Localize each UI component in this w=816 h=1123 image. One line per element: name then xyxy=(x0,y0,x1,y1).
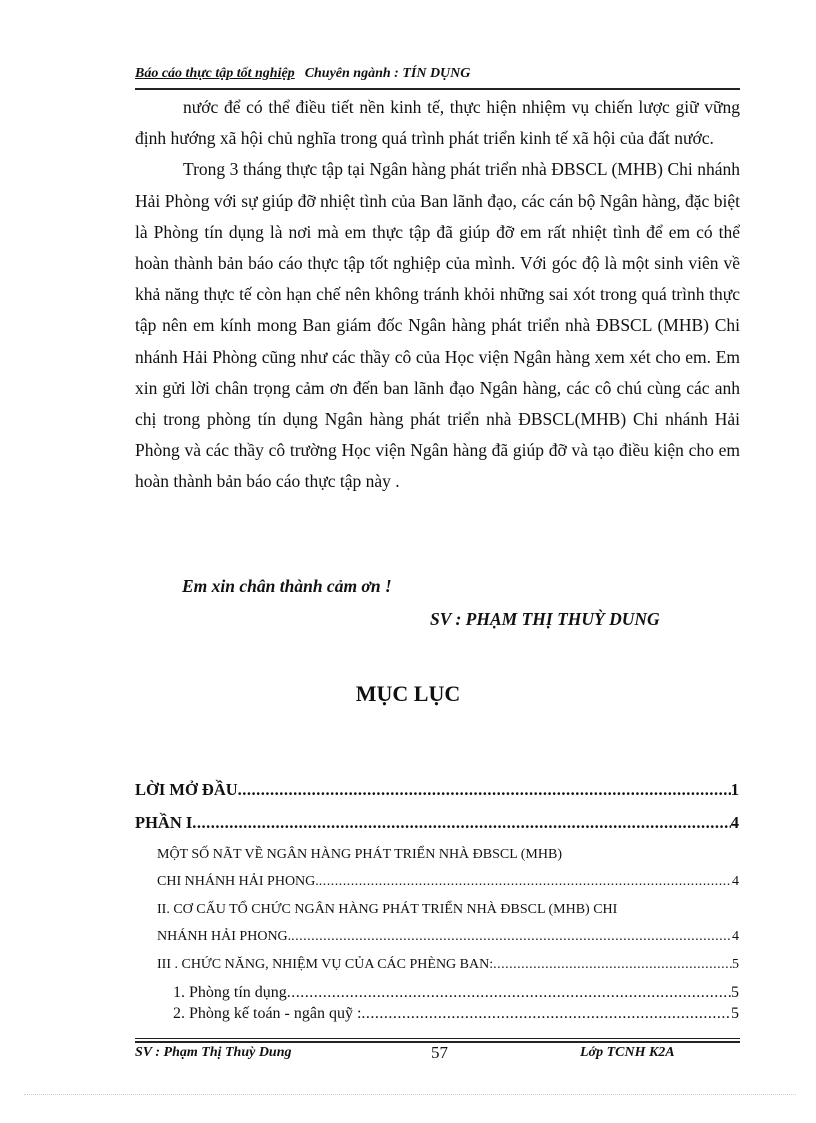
toc-entry-page: 4 xyxy=(730,813,739,832)
header-major: Chuyên ngành : TÍN DỤNG xyxy=(304,66,471,81)
toc-entry[interactable] xyxy=(157,874,739,890)
toc-entry[interactable] xyxy=(173,984,739,1002)
header-report-title: Báo cáo thực tập tốt nghiệp xyxy=(135,66,295,81)
toc-entry[interactable] xyxy=(135,813,739,833)
toc-entry[interactable] xyxy=(157,929,739,945)
toc-entry-page: 4 xyxy=(732,874,739,889)
toc-entry[interactable] xyxy=(173,1005,739,1023)
toc-entry-page: 4 xyxy=(732,929,739,944)
toc-entry-label: 1. Phòng tín dụng xyxy=(173,984,287,1001)
toc-entry-page: 5 xyxy=(731,1005,739,1022)
signature: SV : PHẠM THỊ THUỲ DUNG xyxy=(430,609,660,629)
footer-page-number: 57 xyxy=(431,1043,448,1062)
footer-class: Lớp TCNH K2A xyxy=(580,1045,675,1060)
toc-entry-page: 5 xyxy=(732,957,739,972)
paragraph-2: Trong 3 tháng thực tập tại Ngân hàng phát triển nhà ĐBSCL (MHB) Chi nhánh Hải Phòng với sự giúp đỡ nhiệt tình của Ban lãnh đạo, các cán bộ Ngân hàng, đặc biệt là Phòng tín dụng là nơi mà em thực tập đã giúp đỡ em rất nhiệt tình để em có thể hoàn thành bản báo cáo thực tập tốt nghiệp của mình. Với góc độ là một sinh viên về khả năng thực tế còn hạn chế nên không tránh khỏi những sai xót trong quá trình thực tập nên em kính mong Ban giám đốc Ngân hàng phát triển nhà ĐBSCL (MHB) Chi nhánh Hải Phòng cũng như các thầy cô của Học viện Ngân hàng xem xét cho em. Em xin gửi lời chân trọng cảm ơn đến ban lãnh đạo Ngân hàng, các cô chú cùng các anh chị trong phòng tín dụng Ngân hàng phát triển nhà ĐBSCL(MHB) Chi nhánh Hải Phòng và các thầy cô trường Học viện Ngân hàng đã giúp đỡ và tạo điều kiện cho em hoàn thành bản báo cáo thực tập này . xyxy=(135,159,740,492)
toc-entry[interactable] xyxy=(157,957,739,973)
toc-entry-page: 1 xyxy=(730,780,739,799)
toc-entry-label: III . CHỨC NĂNG, NHIỆM VỤ CỦA CÁC PHÈNG BAN: xyxy=(157,957,494,972)
footer-student-name: SV : Phạm Thị Thuỳ Dung xyxy=(135,1045,292,1060)
thanks-line: Em xin chân thành cảm ơn ! xyxy=(182,576,392,596)
toc-entry[interactable] xyxy=(135,780,739,800)
toc-title: MỤC LỤC xyxy=(355,681,461,706)
toc-entry-page: 5 xyxy=(731,984,739,1001)
toc-entry-label: MỘT SỐ NÃT VỀ NGÂN HÀNG PHÁT TRIỂN NHÀ ĐBSCL (MHB) xyxy=(157,847,562,862)
paragraph-1: nước để có thể điều tiết nền kinh tế, thực hiện nhiệm vụ chiến lược giữ vững định hướng xã hội chủ nghĩa trong quá trình phát triển kinh tế xã hội của đất nước. xyxy=(135,97,740,149)
page-header xyxy=(135,66,740,82)
toc-entry-label: 2. Phòng kế toán - ngân quỹ : xyxy=(173,1005,362,1022)
toc-entry-label: CHI NHÁNH HẢI PHONG. xyxy=(157,874,319,889)
toc-entry[interactable] xyxy=(157,847,739,863)
page-footer xyxy=(135,1044,740,1066)
toc-entry-label: PHẦN I xyxy=(135,813,193,832)
header-rule xyxy=(135,88,740,90)
page-edge-divider xyxy=(24,1094,796,1095)
toc-entry[interactable] xyxy=(157,902,739,918)
body-text xyxy=(135,92,740,498)
footer-rule xyxy=(135,1038,740,1039)
toc-entry-label: LỜI MỞ ĐẦU xyxy=(135,780,238,799)
toc-entry-label: II. CƠ CẤU TỔ CHỨC NGÂN HÀNG PHÁT TRIỂN NHÀ ĐBSCL (MHB) CHI xyxy=(157,902,618,917)
toc-entry-label: NHÁNH HẢI PHONG. xyxy=(157,929,292,944)
